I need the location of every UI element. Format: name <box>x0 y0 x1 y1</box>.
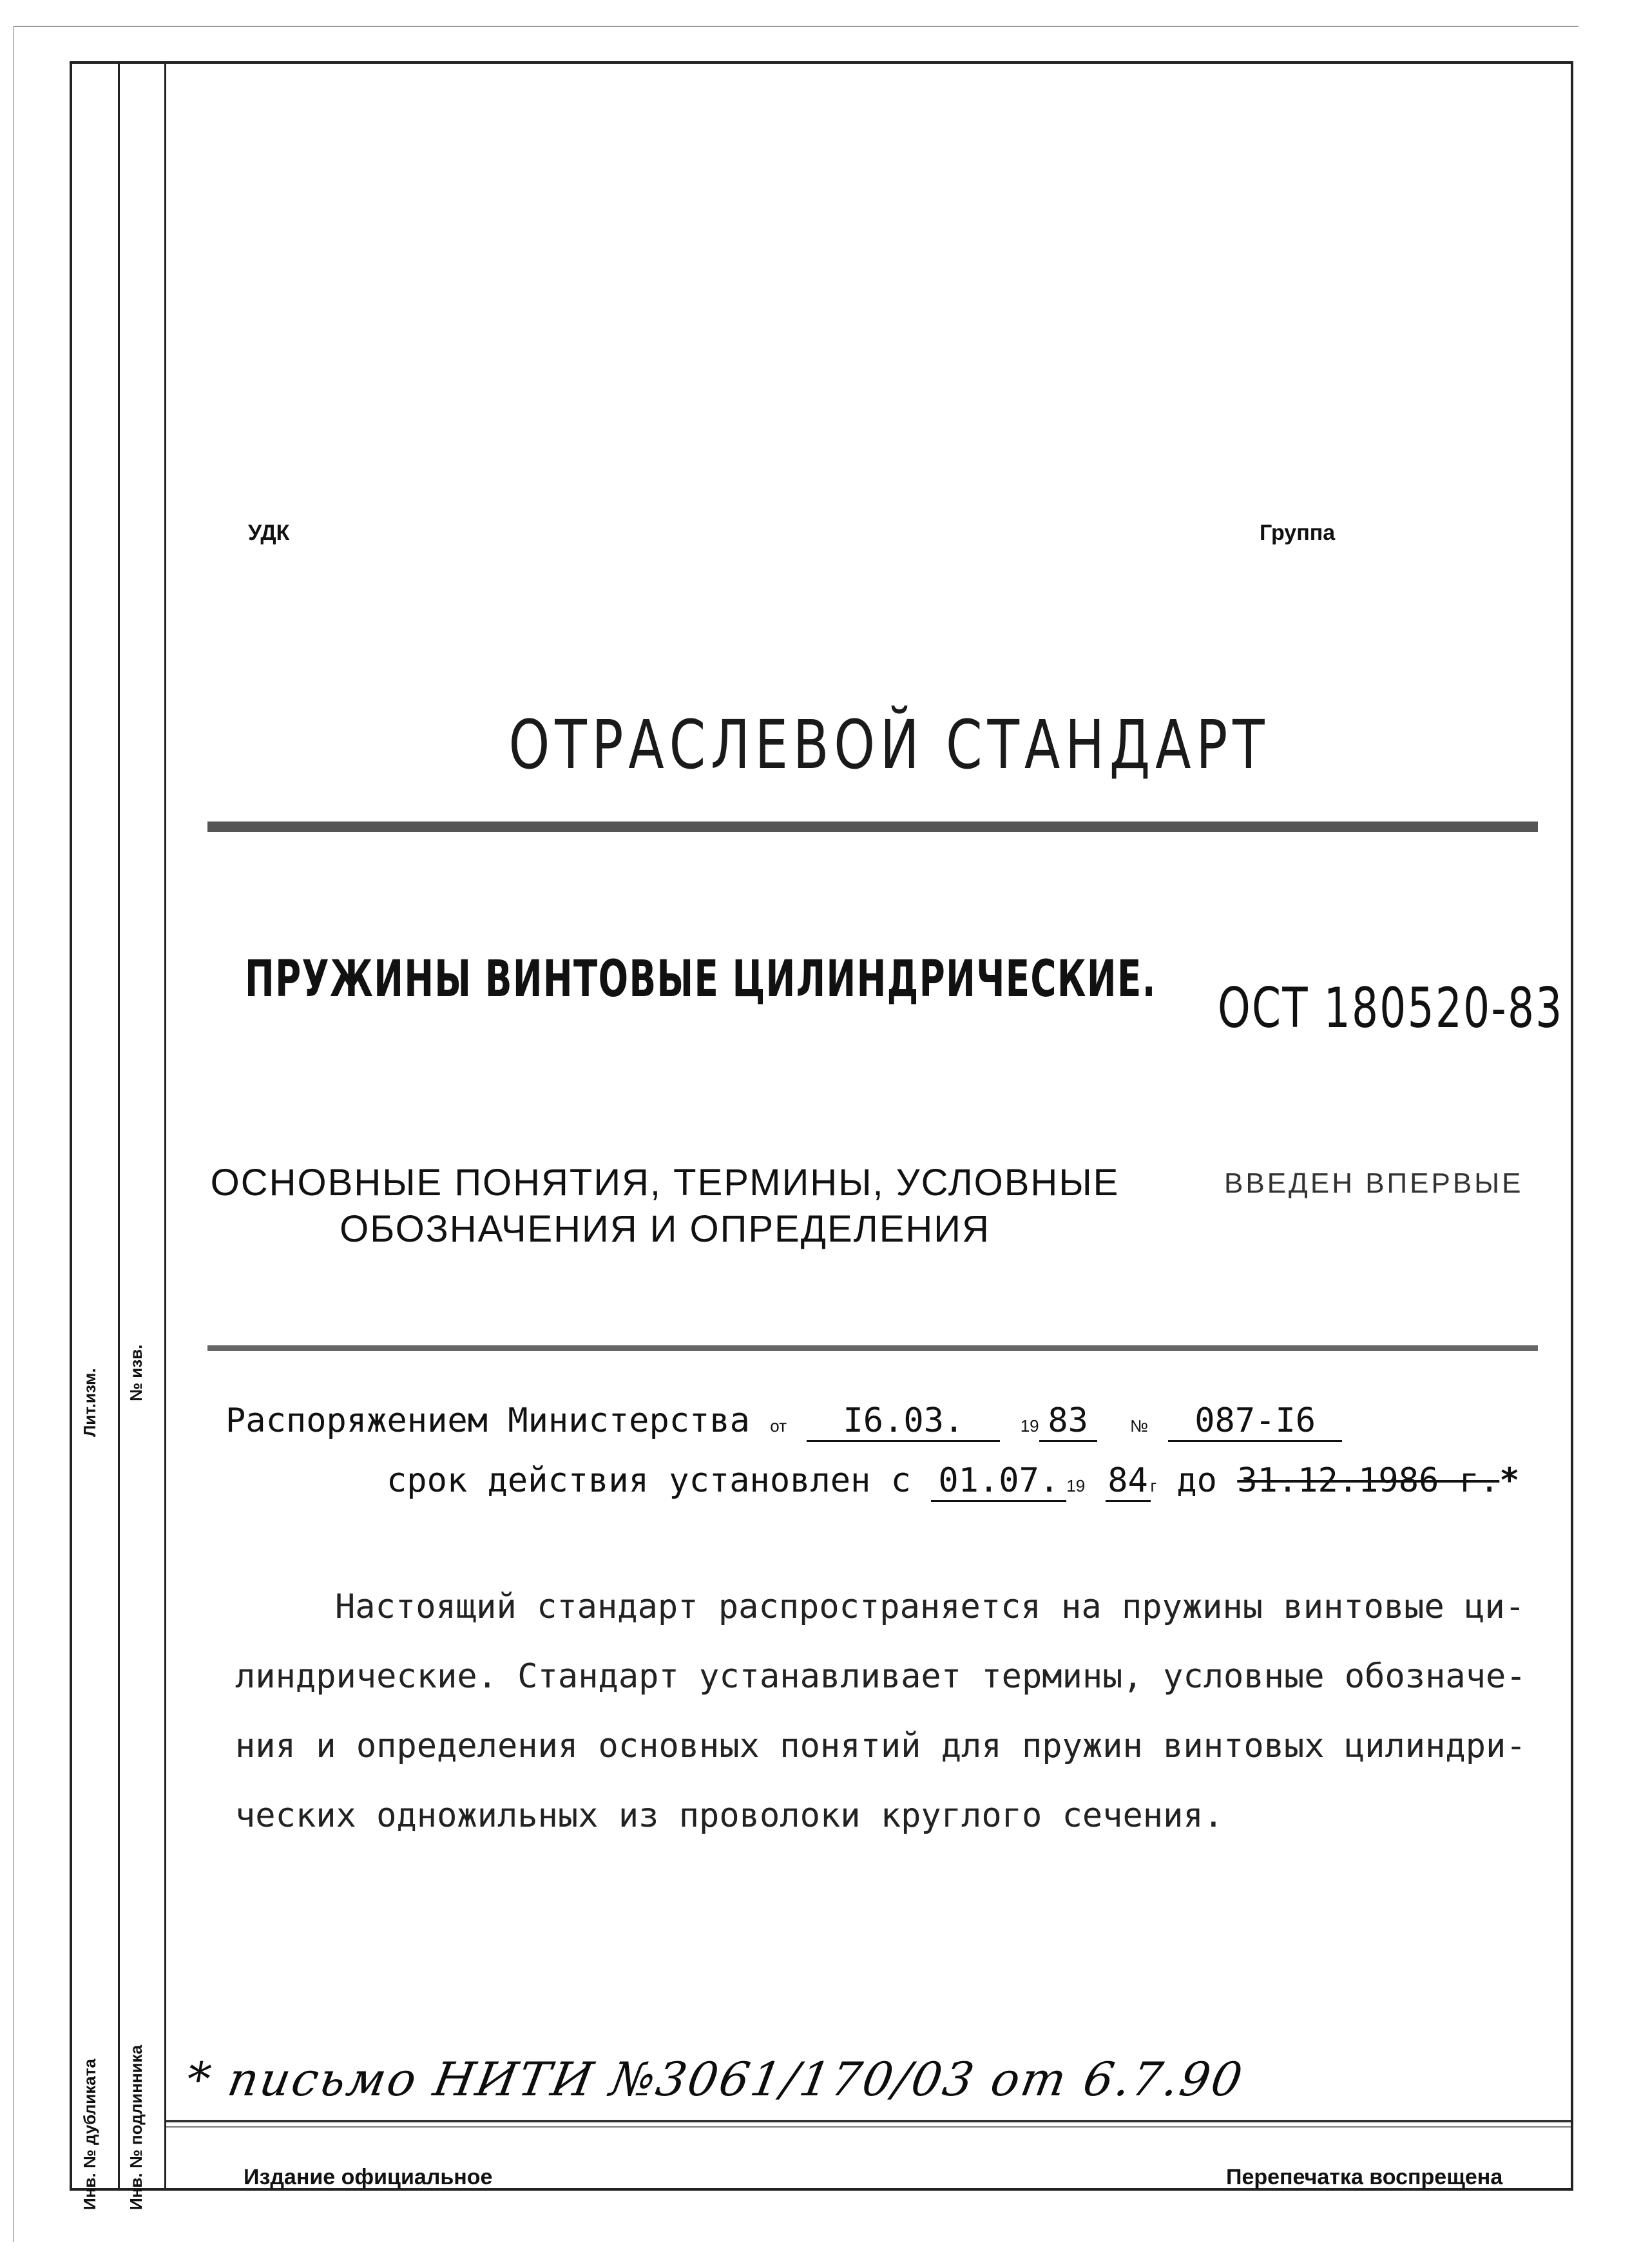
validity-end-struck: 31.12.1986 г. <box>1237 1461 1500 1500</box>
order-line <box>225 1401 1342 1442</box>
order-year-prefix: 19 <box>1020 1416 1039 1436</box>
margin-label-inv-podl: Инв. № подлинника <box>126 2044 146 2210</box>
order-date: I6.03. <box>807 1401 1000 1442</box>
standard-subject: ПРУЖИНЫ ВИНТОВЫЕ ЦИЛИНДРИЧЕСКИЕ. <box>245 950 1156 1008</box>
validity-year-suffix: г <box>1150 1476 1157 1495</box>
subtitle-line: ОБОЗНАЧЕНИЯ И ОПРЕДЕЛЕНИЯ <box>340 1208 990 1250</box>
order-year: 83 <box>1039 1401 1097 1442</box>
title-divider <box>207 822 1538 832</box>
margin-label-lit-izm: Лит.изм. <box>80 1368 99 1437</box>
subtitle-line: ОСНОВНЫЕ ПОНЯТИЯ, ТЕРМИНЫ, УСЛОВНЫЕ <box>210 1162 1120 1204</box>
footer-divider-thin <box>166 2126 1571 2128</box>
order-number: 087-I6 <box>1168 1401 1342 1442</box>
order-prefix: Распоряжением Министерства <box>225 1401 750 1440</box>
document-frame <box>70 61 1573 2191</box>
paragraph-line: ния и определения основных понятий для пружин винтовых цилиндри- <box>235 1727 1526 1765</box>
margin-label-inv-dubl: Инв. № дубликата <box>80 2059 99 2210</box>
order-number-label: № <box>1129 1416 1148 1436</box>
margin-label-no-izv: № изв. <box>126 1344 146 1401</box>
group-label: Группа <box>1260 521 1336 545</box>
reprint-notice: Перепечатка воспрещена <box>1226 2165 1503 2189</box>
paragraph-line: ческих одножильных из проволоки круглого сечения. <box>235 1796 1224 1835</box>
order-divider <box>207 1345 1538 1351</box>
introduced-note: ВВЕДЕН ВПЕРВЫЕ <box>1224 1168 1524 1199</box>
ledger-line <box>70 61 72 2191</box>
paragraph-line: Настоящий стандарт распространяется на пружины винтовые ци- <box>335 1588 1526 1626</box>
validity-prefix: срок действия установлен с <box>387 1461 911 1500</box>
paragraph-line: линдрические. Стандарт устанавливает термины, условные обозначе- <box>235 1657 1526 1696</box>
validity-year: 84 <box>1106 1461 1151 1502</box>
validity-start: 01.07. <box>931 1461 1066 1502</box>
handwritten-note: * письмо НИТИ №3061/170/03 от 6.7.90 <box>182 2052 1249 2106</box>
standard-number: ОСТ 180520-83 <box>1218 976 1564 1041</box>
footer-divider <box>166 2120 1571 2122</box>
validity-until-label: до <box>1176 1461 1217 1500</box>
validity-line <box>387 1461 1520 1502</box>
ledger-line <box>118 61 120 2191</box>
sheet-left-edge <box>13 26 14 2242</box>
margin-ledger <box>70 61 166 2191</box>
sheet-top-edge <box>13 26 1578 27</box>
ledger-line <box>164 61 166 2191</box>
edition-label: Издание официальное <box>244 2165 493 2189</box>
validity-year-prefix: 19 <box>1066 1476 1086 1495</box>
udk-label: УДК <box>248 521 290 545</box>
order-from-label: от <box>770 1416 787 1436</box>
validity-asterisk: * <box>1499 1461 1520 1500</box>
standard-subtitle <box>207 1160 1122 1253</box>
scope-paragraph <box>235 1572 1556 1850</box>
page-title: ОТРАСЛЕВОЙ СТАНДАРТ <box>508 706 1270 784</box>
